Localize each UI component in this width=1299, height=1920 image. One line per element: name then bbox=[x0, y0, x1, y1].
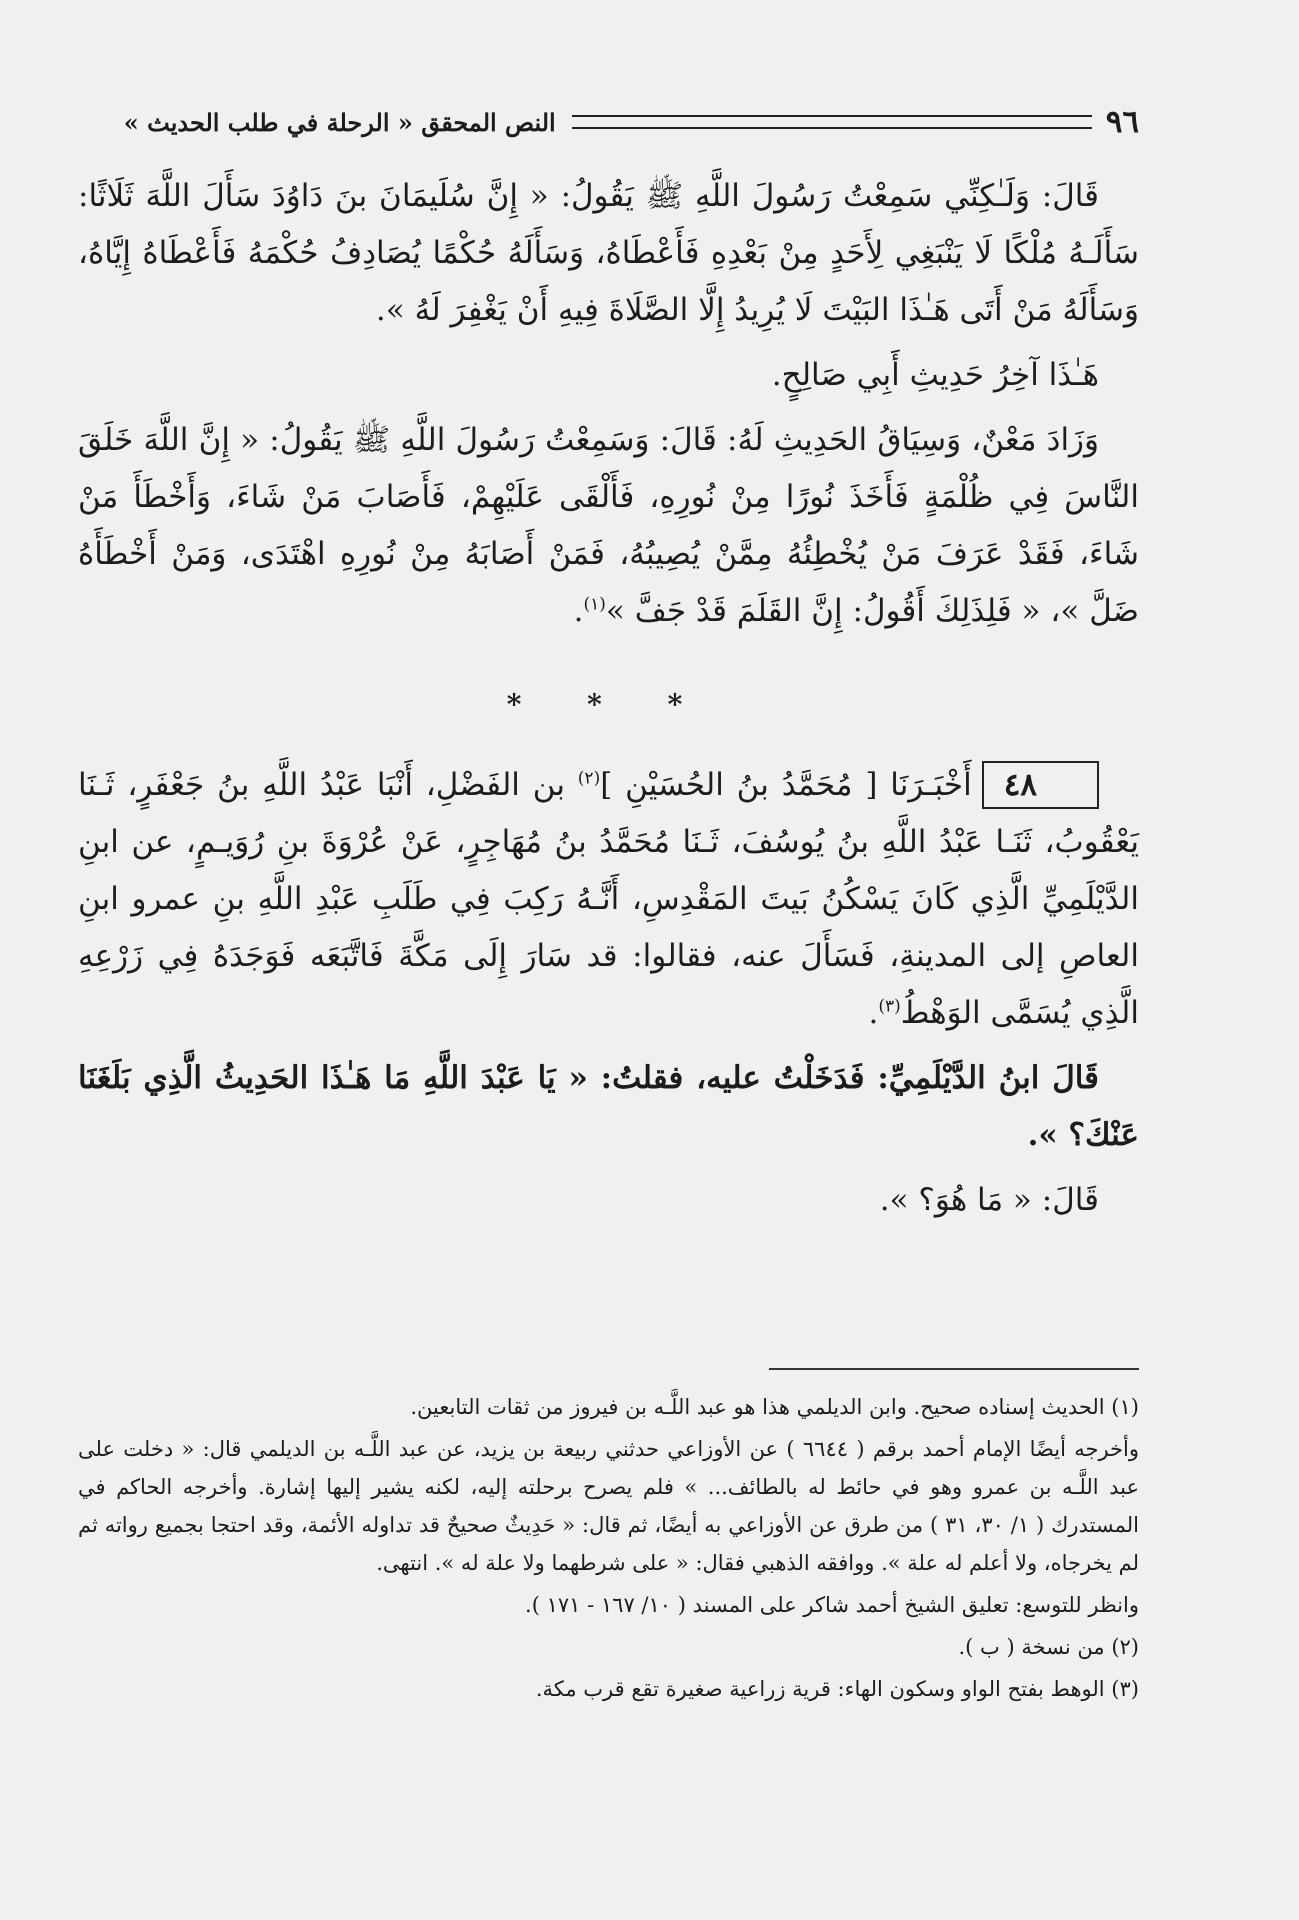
footnotes bbox=[78, 1388, 1139, 1712]
section-divider: * * * bbox=[506, 688, 711, 721]
running-header bbox=[78, 100, 1139, 144]
main-text bbox=[78, 168, 1139, 1237]
hadith-number-box: ٤٨ bbox=[982, 761, 1099, 809]
footnote-2: (٢) من نسخة ( ب ). bbox=[958, 1635, 1139, 1659]
isnad-start: أَخْبَـرَنَا [ مُحَمَّدُ بنُ الحُسَيْنِ ] bbox=[600, 767, 972, 803]
footnote-ref-3: (٣) bbox=[878, 996, 901, 1017]
footnote-separator bbox=[769, 1368, 1139, 1370]
page-number: ٩٦ bbox=[1105, 104, 1139, 140]
paragraph-maan-addition: وَزَادَ مَعْنٌ، وَسِيَاقُ الحَدِيثِ لَهُ: قَالَ: وَسَمِعْتُ رَسُولَ اللَّهِ ﷺ يَقُولُ: « إِنَّ اللَّهَ خَلَقَ النَّاسَ فِي ظُلْمَةٍ فَأَخَذَ نُورًا مِنْ نُورِهِ، فَأَلْقَى عَلَيْهِمْ، فَأَصَابَ مَنْ شَاءَ، وَأَخْطَأَ مَنْ شَاءَ، فَقَدْ عَرَفَ مَنْ يُخْطِئُهُ مِمَّنْ يُصِيبُهُ، فَمَنْ أَصَابَهُ مِنْ نُورِهِ اهْتَدَى، وَمَنْ أَخْطَأَهُ ضَلَّ »، « فَلِذَلِكَ أَقُولُ: إِنَّ القَلَمَ قَدْ جَفَّ »$^{(١)}$. bbox=[78, 422, 1139, 629]
footnote-3: (٣) الوهط بفتح الواو وسكون الهاء: قرية زراعية صغيرة تقع قرب مكة. bbox=[535, 1677, 1139, 1701]
footnote-ref-1: (١) bbox=[583, 594, 606, 615]
footnote-1: (١) الحديث إسناده صحيح. وابن الديلمي هذا هو عبد اللَّـه بن فيروز من ثقات التابعين. bbox=[410, 1395, 1139, 1419]
maan-hadith-text: وَزَادَ مَعْنٌ، وَسِيَاقُ الحَدِيثِ لَهُ: قَالَ: وَسَمِعْتُ رَسُولَ اللَّهِ ﷺ يَقُولُ: « إِنَّ اللَّهَ خَلَقَ النَّاسَ فِي ظُلْمَةٍ فَأَخَذَ نُورًا مِنْ نُورِهِ، فَأَلْقَى عَلَيْهِمْ، فَأَصَابَ مَنْ شَاءَ، وَأَخْطَأَ مَنْ شَاءَ، فَقَدْ عَرَفَ مَنْ يُخْطِئُهُ مِمَّنْ يُصِيبُهُ، فَمَنْ أَصَابَهُ مِنْ نُورِهِ اهْتَدَى، وَمَنْ أَخْطَأَهُ ضَلَّ »، « فَلِذَلِكَ أَقُولُ: إِنَّ القَلَمَ قَدْ جَفَّ » bbox=[78, 422, 1139, 629]
paragraph-ibn-daylami-question: قَالَ ابنُ الدَّيْلَمِيِّ: فَدَخَلْتُ عليه، فقلتُ: « يَا عَبْدَ اللَّهِ مَا هَـٰذَا الحَدِيثُ الَّذِي بَلَغَنَا عَنْكَ؟ ». bbox=[78, 1060, 1139, 1153]
isnad-continued: بن الفَضْلِ، أَنْبَا عَبْدُ اللَّهِ بنُ جَعْفَرٍ، ثَـنَا يَعْقُوبُ، ثَنَـا عَبْدُ اللَّهِ بنُ يُوسُفَ، ثَـنَا مُحَمَّدُ بنُ مُهَاجِرٍ، عَنْ عُرْوَةَ بنِ رُوَيـمٍ، عن ابنِ الدَّيْلَمِيِّ الَّذِي كَانَ يَسْكُنُ بَيتَ المَقْدِسِ، أَنَّـهُ رَكِبَ فِي طَلَبِ عَبْدِ اللَّهِ بنِ عمرو ابنِ العاصِ إلى المدينةِ، فَسَأَلَ عنه، فقالوا: قد سَارَ إِلَى مَكَّةَ فَاتَّبَعَه فَوَجَدَهُ فِي زَرْعِهِ الَّذِي يُسَمَّى الوَهْطُ bbox=[78, 767, 1139, 1031]
running-title: النص المحقق « الرحلة في طلب الحديث » bbox=[123, 107, 556, 137]
paragraph-answer: قَالَ: « مَا هُوَ؟ ». bbox=[879, 1182, 1099, 1218]
paragraph-hadith-48: ٤٨أَخْبَـرَنَا [ مُحَمَّدُ بنُ الحُسَيْنِ ]$^{(٢)}$ بن الفَضْلِ، أَنْبَا عَبْدُ اللَّهِ بنُ جَعْفَرٍ، ثَـنَا يَعْقُوبُ، ثَنَـا عَبْدُ اللَّهِ بنُ يُوسُفَ، ثَـنَا مُحَمَّدُ بنُ مُهَاجِرٍ، عَنْ عُرْوَةَ بنِ رُوَيـمٍ، عن ابنِ الدَّيْلَمِيِّ الَّذِي كَانَ يَسْكُنُ بَيتَ المَقْدِسِ، أَنَّـهُ رَكِبَ فِي طَلَبِ عَبْدِ اللَّهِ بنِ عمرو ابنِ العاصِ إلى المدينةِ، فَسَأَلَ عنه، فقالوا: قد سَارَ إِلَى مَكَّةَ فَاتَّبَعَه فَوَجَدَهُ فِي زَرْعِهِ الَّذِي يُسَمَّى الوَهْطُ$^{(٣)}$. bbox=[78, 757, 1139, 1042]
footnote-1-further-reading: وانظر للتوسع: تعليق الشيخ أحمد شاكر على المسند ( ١٠/ ١٦٧ - ١٧١ ). bbox=[525, 1593, 1139, 1617]
header-rule bbox=[572, 115, 1092, 129]
footnote-1-continued: وأخرجه أيضًا الإمام أحمد برقم ( ٦٦٤٤ ) عن الأوزاعي حدثني ربيعة بن يزيد، عن عبد اللَّـه بن الديلمي قال: « دخلت على عبد اللَّـه بن عمرو وهو في حائط له بالطائف... » فلم يصرح برحلته إليه، لكنه يشير إليها إشارة. وأخرجه الحاكم في المستدرك ( ١/ ٣٠، ٣١ ) من طرق عن الأوزاعي به أيضًا، ثم قال: « حَدِيثٌ صحيحٌ قد تداوله الأئمة، وقد احتجا بجميع رواته ثم لم يخرجاه، ولا أعلم له علة ». ووافقه الذهبي فقال: « على شرطهما ولا علة له ». انتهى. bbox=[78, 1437, 1140, 1575]
footnote-ref-2: (٢) bbox=[577, 768, 601, 789]
paragraph-suleiman-hadith: قَالَ: وَلَـٰكِنِّي سَمِعْتُ رَسُولَ اللَّهِ ﷺ يَقُولُ: « إِنَّ سُلَيمَانَ بنَ دَاوُدَ سَأَلَ اللَّهَ ثَلَاثًا: سَأَلَـهُ مُلْكًا لَا يَنْبَغِي لِأَحَدٍ مِنْ بَعْدِهِ فَأَعْطَاهُ، وَسَأَلَهُ حُكْمًا يُصَادِفُ حُكْمَهُ فَأَعْطَاهُ إِيَّاهُ، وَسَأَلَهُ مَنْ أَتَى هَـٰذَا البَيْتَ لَا يُرِيدُ إِلَّا الصَّلَاةَ فِيهِ أَنْ يَغْفِرَ لَهُ ». bbox=[78, 178, 1139, 328]
paragraph-end-abu-salih: هَـٰذَا آخِرُ حَدِيثِ أَبِي صَالِحٍ. bbox=[771, 357, 1099, 393]
